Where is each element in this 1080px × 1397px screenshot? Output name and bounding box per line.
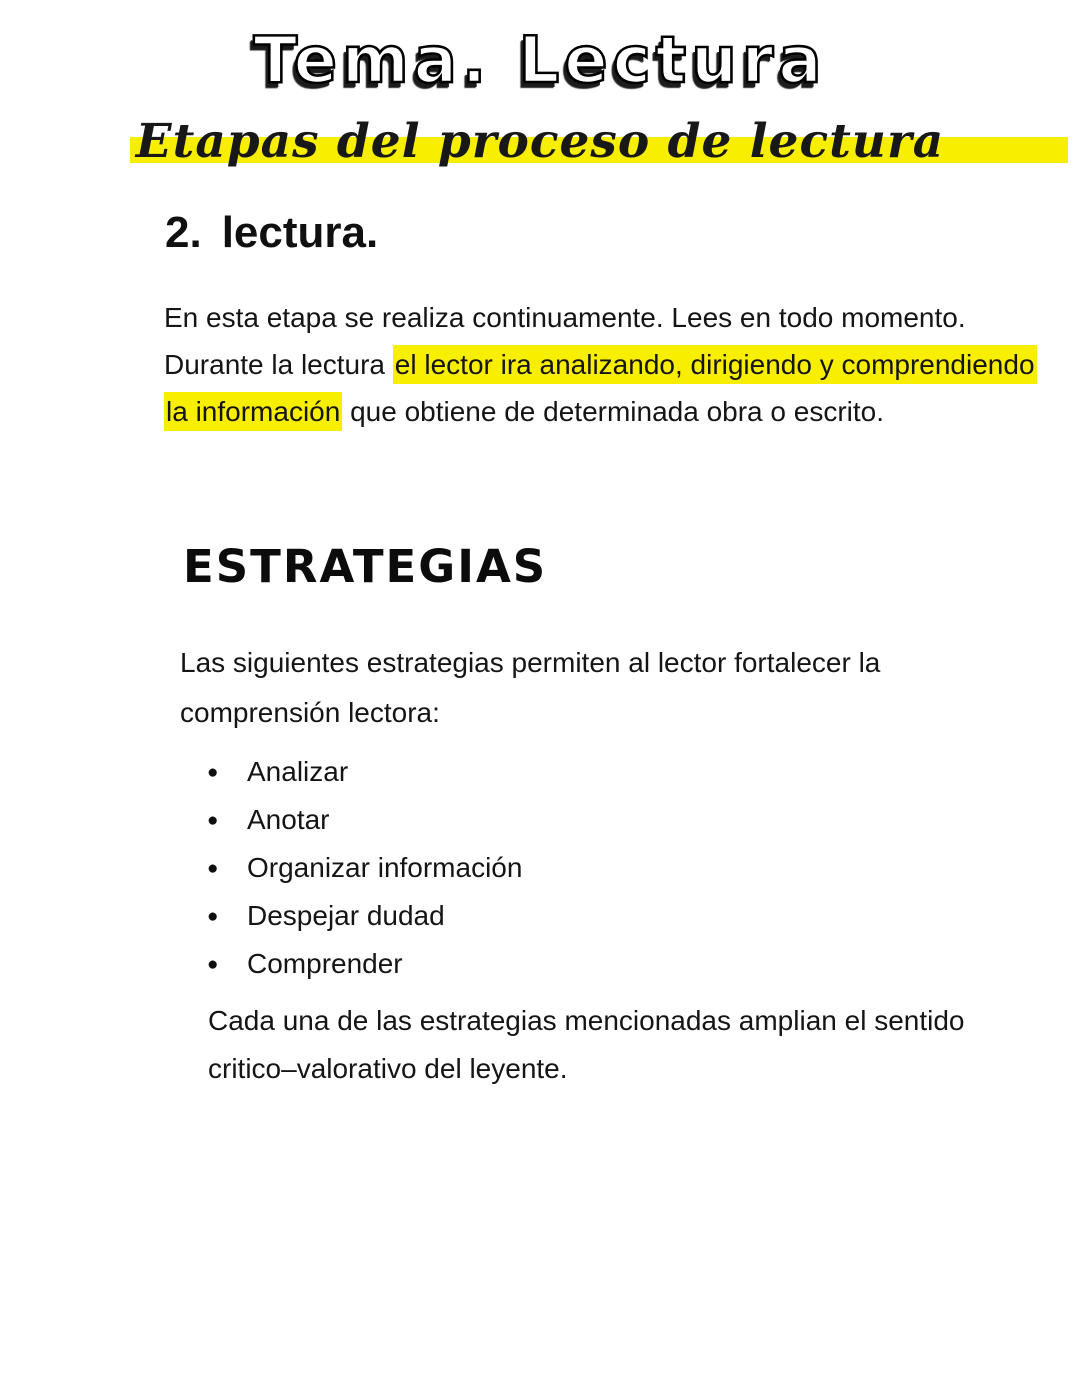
list-item-label: Despejar dudad <box>247 900 445 931</box>
section-paragraph <box>164 294 1064 435</box>
list-item-label: Analizar <box>247 756 349 787</box>
highlighted-text: el lector ira analizando, dirigiendo y comprendiendo la información <box>164 345 1037 431</box>
page-subtitle: Etapas del proceso de lectura <box>135 114 945 169</box>
bullet-icon: ● <box>207 858 219 879</box>
list-item <box>207 940 522 988</box>
list-item-label: Comprender <box>247 948 403 979</box>
bullet-icon: ● <box>207 906 219 927</box>
bullet-icon: ● <box>207 954 219 975</box>
strategies-list <box>207 748 522 988</box>
strategies-heading: ESTRATEGIAS <box>183 540 548 593</box>
bullet-icon: ● <box>207 762 219 783</box>
list-item <box>207 892 522 940</box>
list-item <box>207 844 522 892</box>
closing-paragraph: Cada una de las estrategias mencionadas amplian el sentido critico–valorativo del leyente. <box>208 1005 965 1084</box>
list-item <box>207 748 522 796</box>
section-heading <box>165 208 378 258</box>
strategies-intro: Las siguientes estrategias permiten al lector fortalecer la comprensión lectora: <box>180 647 881 728</box>
list-item-label: Organizar información <box>247 852 523 883</box>
list-item-label: Anotar <box>247 804 330 835</box>
paragraph-text-start: En esta etapa se realiza continuamente. Lees en todo momento. Durante la lectura <box>164 302 966 380</box>
list-item <box>207 796 522 844</box>
section-title: lectura. <box>221 208 379 257</box>
bullet-icon: ● <box>207 810 219 831</box>
page-title: Tema. Lectura <box>253 24 827 98</box>
section-number: 2. <box>165 208 202 257</box>
paragraph-text-end: que obtiene de determinada obra o escrito. <box>342 396 885 427</box>
